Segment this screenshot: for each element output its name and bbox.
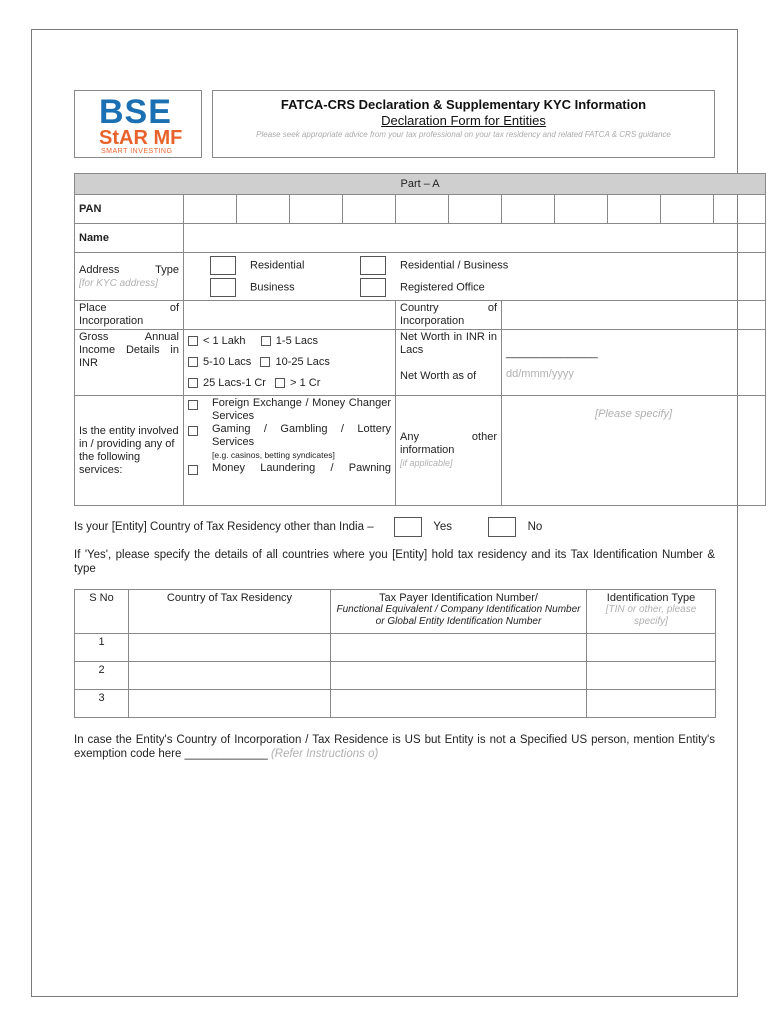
logo-tagline: SMART INVESTING — [101, 148, 173, 155]
row-number: 3 — [75, 690, 129, 718]
part-a-heading: Part – A — [75, 174, 766, 195]
income-row — [188, 331, 391, 352]
country-of-incorporation-field[interactable] — [502, 301, 766, 330]
checkbox-icon[interactable] — [188, 336, 198, 346]
pan-char-box[interactable] — [290, 195, 343, 224]
pan-char-box[interactable] — [396, 195, 449, 224]
net-worth-labels — [396, 330, 502, 396]
net-worth-inputs — [502, 330, 766, 396]
logo-star-text: StAR MF — [99, 127, 183, 149]
services-label: Is the entity involved in / providing any of the following services: — [75, 396, 184, 506]
address-option-registered-office[interactable] — [360, 278, 485, 297]
checkbox-icon[interactable] — [275, 378, 285, 388]
checkbox-icon[interactable] — [260, 357, 270, 367]
pan-label: PAN — [75, 195, 184, 224]
registered-office-label: Registered Office — [400, 280, 485, 293]
income-row — [188, 352, 391, 373]
country-cell[interactable] — [129, 662, 331, 690]
country-header: Country of Tax Residency — [129, 590, 331, 634]
tax-residency-instruction: If 'Yes', please specify the details of all countries where you [Entity] hold tax residency and its Tax Identification Number & type — [74, 549, 715, 575]
address-type-options — [184, 253, 766, 301]
income-row — [188, 373, 391, 394]
income-option-gt-1-cr[interactable]: > 1 Cr — [275, 377, 320, 389]
checkbox-icon[interactable] — [188, 357, 198, 367]
pan-char-box[interactable] — [661, 195, 714, 224]
income-option-lt-1-lakh[interactable]: < 1 Lakh — [188, 335, 246, 347]
gross-income-options — [184, 330, 396, 396]
net-worth-input[interactable]: _______________ — [506, 347, 598, 359]
logo-bse-text: BSE — [99, 93, 172, 131]
row-number: 2 — [75, 662, 129, 690]
form-subtitle: Declaration Form for Entities — [381, 113, 546, 128]
pan-char-box[interactable] — [714, 195, 766, 224]
country-cell[interactable] — [129, 690, 331, 718]
row-number: 1 — [75, 634, 129, 662]
sno-header: S No — [75, 590, 129, 634]
country-cell[interactable] — [129, 634, 331, 662]
gaming-note: [e.g. casinos, betting syndicates] — [212, 450, 335, 460]
exemption-paragraph — [74, 733, 715, 761]
table-row — [75, 634, 716, 662]
net-worth-label: Net Worth in INR in Lacs — [400, 331, 497, 356]
tin-cell[interactable] — [331, 690, 587, 718]
exemption-text: In case the Entity's Country of Incorporation / Tax Residence is US but Entity is not a Specified US person, mention Entity's exemption code here _____________ — [74, 734, 715, 760]
tax-residency-question: Is your [Entity] Country of Tax Residency other than India – — [74, 521, 374, 534]
id-type-header-subtitle: [TIN or other, please specify] — [605, 604, 697, 627]
services-options — [184, 396, 396, 506]
yes-label: Yes — [433, 521, 452, 534]
tax-residency-question-row — [74, 517, 542, 537]
id-type-header — [587, 590, 716, 634]
address-type-label: Address Type — [79, 263, 179, 276]
tin-header-title: Tax Payer Identification Number/ — [379, 592, 538, 604]
checkbox-icon[interactable] — [188, 400, 198, 410]
residential-business-checkbox[interactable] — [360, 256, 386, 275]
residential-business-label: Residential / Business — [400, 258, 509, 271]
place-of-incorporation-label: Place of Incorporation — [75, 301, 184, 330]
business-checkbox[interactable] — [210, 278, 236, 297]
id-type-header-title: Identification Type — [606, 592, 696, 604]
id-type-cell[interactable] — [587, 634, 716, 662]
service-option-money-laundering[interactable]: Money Laundering / Pawning — [188, 462, 391, 475]
income-option-5-10-lacs[interactable]: 5-10 Lacs — [188, 356, 251, 368]
income-option-10-25-lacs[interactable]: 10-25 Lacs — [260, 356, 329, 368]
any-other-field[interactable] — [502, 396, 766, 506]
logo — [74, 90, 202, 158]
registered-office-checkbox[interactable] — [360, 278, 386, 297]
address-option-residential[interactable] — [210, 256, 304, 275]
tin-cell[interactable] — [331, 634, 587, 662]
service-option-gaming[interactable]: Gaming / Gambling / Lottery Services [e.g. casinos, betting syndicates] — [188, 423, 391, 462]
yes-checkbox[interactable] — [394, 517, 422, 537]
part-a-table — [74, 173, 766, 506]
residential-checkbox[interactable] — [210, 256, 236, 275]
checkbox-icon[interactable] — [261, 336, 271, 346]
no-checkbox[interactable] — [488, 517, 516, 537]
any-other-label: Any other information — [400, 431, 497, 456]
no-label: No — [527, 521, 543, 534]
checkbox-icon[interactable] — [188, 465, 198, 475]
business-label: Business — [250, 280, 295, 293]
pan-char-box[interactable] — [343, 195, 396, 224]
address-type-note: [for KYC address] — [79, 277, 158, 289]
please-specify-placeholder: [Please specify] — [595, 408, 673, 420]
service-option-forex[interactable]: Foreign Exchange / Money Changer Services — [188, 397, 391, 423]
name-label: Name — [75, 224, 184, 253]
tin-cell[interactable] — [331, 662, 587, 690]
pan-char-box[interactable] — [184, 195, 237, 224]
id-type-cell[interactable] — [587, 690, 716, 718]
any-other-label-cell — [396, 396, 502, 506]
refer-instructions: (Refer Instructions o) — [270, 748, 379, 760]
place-of-incorporation-field[interactable] — [184, 301, 396, 330]
pan-char-box[interactable] — [608, 195, 661, 224]
tin-header — [331, 590, 587, 634]
income-option-1-5-lacs[interactable]: 1-5 Lacs — [261, 335, 318, 347]
income-option-25-lacs-1-cr[interactable]: 25 Lacs-1 Cr — [188, 377, 266, 389]
any-other-note: [if applicable] — [400, 458, 453, 468]
table-row — [75, 690, 716, 718]
checkbox-icon[interactable] — [188, 378, 198, 388]
advice-note: Please seek appropriate advice from your tax professional on your tax residency and related FATCA & CRS guidance — [256, 130, 671, 139]
form-header — [212, 90, 715, 158]
country-residency-table — [74, 589, 716, 718]
pan-char-box[interactable] — [237, 195, 290, 224]
address-option-business[interactable] — [210, 278, 295, 297]
address-type-label-cell — [75, 253, 184, 301]
address-option-residential-business[interactable] — [360, 256, 508, 275]
gross-income-label: Gross Annual Income Details in INR — [75, 330, 184, 396]
pan-char-box[interactable] — [502, 195, 555, 224]
residential-label: Residential — [250, 258, 305, 271]
checkbox-icon[interactable] — [188, 426, 198, 436]
pan-char-box[interactable] — [449, 195, 502, 224]
net-worth-date-input[interactable]: dd/mmm/yyyy — [506, 368, 574, 380]
pan-char-box[interactable] — [555, 195, 608, 224]
country-of-incorporation-label: Country of Incorporation — [396, 301, 502, 330]
form-title: FATCA-CRS Declaration & Supplementary KYC Information — [280, 97, 647, 112]
name-field[interactable] — [184, 224, 766, 253]
tin-header-subtitle: Functional Equivalent / Company Identification Number or Global Entity Identification Number — [336, 604, 581, 627]
table-row — [75, 662, 716, 690]
net-worth-as-of-label: Net Worth as of — [400, 370, 477, 382]
id-type-cell[interactable] — [587, 662, 716, 690]
